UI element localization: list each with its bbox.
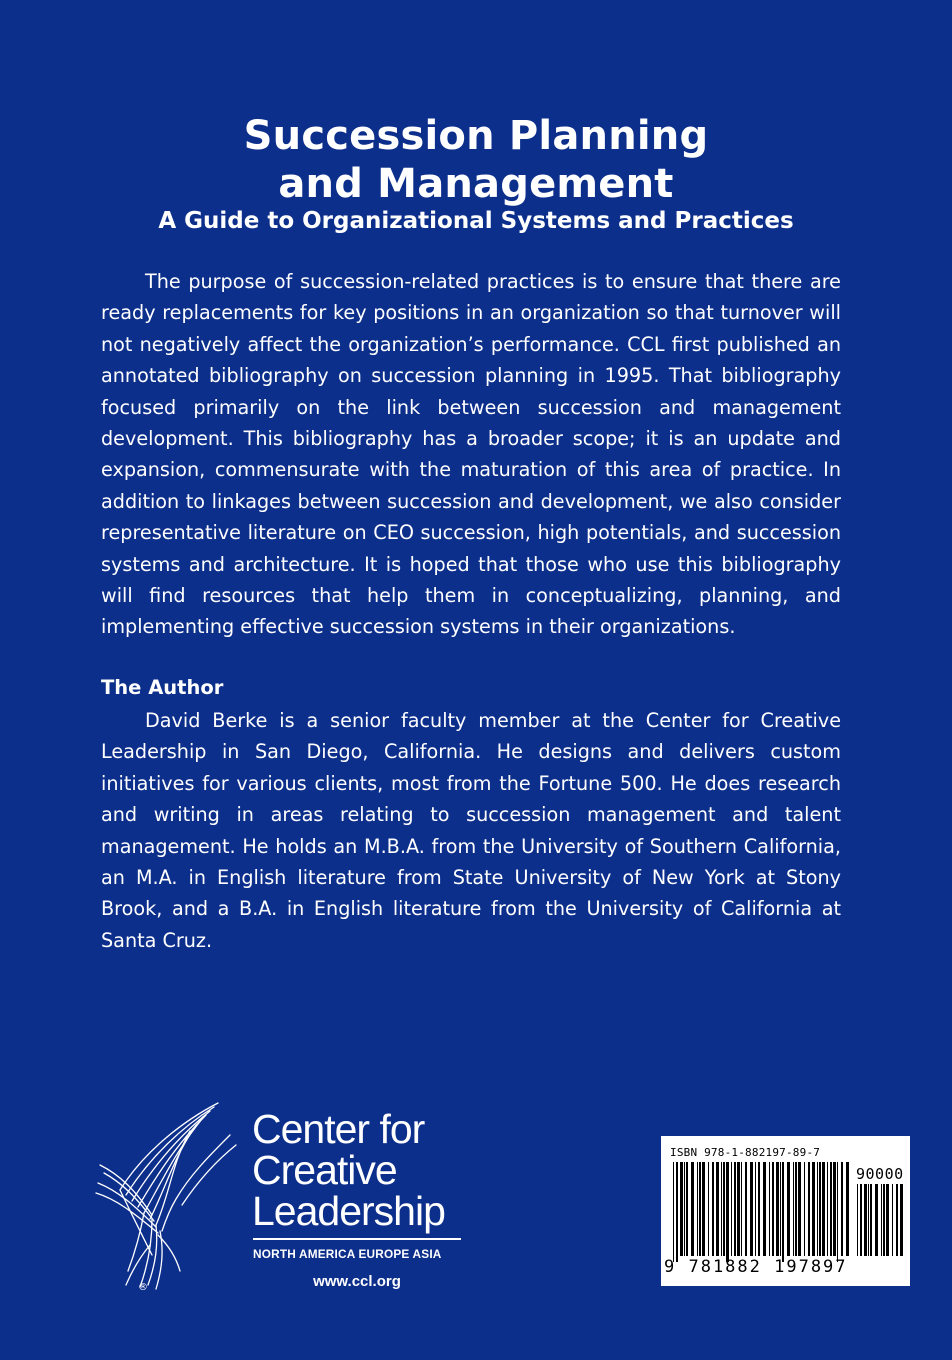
barcode-bar [699,1162,701,1256]
barcode-bar [716,1162,719,1256]
barcode-bar [697,1162,698,1256]
price-code: 90000 [856,1165,904,1183]
barcode-bar [708,1162,709,1256]
barcode-bar [676,1162,678,1262]
barcode-bar [846,1162,849,1256]
barcode-bar [723,1162,725,1256]
isbn-number: ISBN 978-1-882197-89-7 [670,1146,821,1159]
barcode-bar [830,1162,832,1256]
barcode-bar [763,1162,766,1256]
author-heading: The Author [101,676,224,699]
publisher-name-line-3: Leadership [252,1188,445,1234]
publisher-logo [90,1095,480,1305]
barcode-bar [841,1162,843,1256]
barcode-bar [673,1162,674,1262]
barcode-bar [680,1162,683,1256]
publisher-name-line-1: Center for [252,1106,425,1152]
swift-bird-icon [90,1095,240,1295]
publisher-website: www.ccl.org [313,1273,401,1290]
book-title [0,112,952,208]
barcode-bar [755,1162,756,1256]
regions-divider [253,1238,461,1240]
barcode-bar [769,1162,770,1256]
barcode-bar [837,1162,838,1262]
title-line-2: and Management [278,161,674,207]
barcode-bar [721,1162,722,1256]
barcode-bar [734,1162,736,1256]
barcode-bar [817,1162,818,1256]
barcode-bar [860,1184,862,1256]
barcode-bar [776,1162,779,1256]
barcode-bar [726,1162,729,1262]
barcode-bar [808,1162,810,1256]
publisher-regions: NORTH AMERICA EUROPE ASIA [253,1247,442,1261]
author-bio: David Berke is a senior faculty member at the Center for Creative Leadership in San Diego, California. He designs and delivers custom initiatives for various clients, most from the Fortune 500. He does research and writing in areas relating to succession management and talent management. He holds an M.B.A. from the University of Southern California, an M.A. in English literature from State University of New York at Stony Brook, and a B.A. in English literature from the University of California at Santa Cruz. [101,709,841,952]
isbn-barcode [661,1136,910,1286]
barcode-bar [864,1184,867,1256]
barcode-bar [793,1162,794,1256]
barcode-bar [857,1184,858,1256]
registered-mark: ® [138,1282,148,1293]
barcode-bar [883,1184,885,1256]
book-description: The purpose of succession-related practices is to ensure that there are ready replacements for key positions in an organization so that turnover will not negatively affect the organization’s performance. CCL first published an annotated bibliography on succession planning in 1995. That bibliography focused primarily on the link between succession and management development. This bibliography has a broader scope; it is an update and expansion, commensurate with the maturation of this area of practice. In addition to linkages between succession and development, we also consider representative literature on CEO succession, high potentials, and succession systems and architecture. It is hoped that those who use this bibliography will find resources that help them in conceptualizing, planning, and implementing effective succession systems in their organizations. [101,270,841,639]
barcode-bar [795,1162,797,1256]
barcode-bar [686,1162,688,1256]
barcode-bar [772,1162,774,1256]
barcode-bar [787,1162,790,1256]
barcode-bar [833,1162,836,1256]
barcode-bar [881,1184,882,1256]
barcode-bar [892,1184,893,1256]
barcode-bar [691,1162,694,1256]
barcode-bar [758,1162,760,1256]
barcode-bar [702,1162,705,1256]
barcode-bar [868,1184,869,1256]
barcode-bar [875,1184,878,1256]
barcode-bar [731,1162,732,1256]
barcode-bar [780,1162,781,1256]
barcode-bar [896,1184,898,1256]
barcode-bar [804,1162,805,1256]
barcode-bar [819,1162,821,1256]
barcode-bar [712,1162,714,1256]
barcode-bar [870,1184,872,1256]
barcode-bar [812,1162,815,1256]
barcode-bar [798,1162,801,1256]
barcode-bar [782,1162,784,1262]
barcode-bar [900,1184,903,1256]
publisher-name [252,1106,445,1234]
barcode-bar [684,1162,685,1256]
ean-digits: 9 781882 197897 [664,1257,848,1277]
book-subtitle: A Guide to Organizational Systems and Practices [158,208,794,234]
barcode-bar [827,1162,828,1256]
title-line-1: Succession Planning [243,113,709,159]
barcode-bar [737,1162,740,1256]
barcode-bar [886,1184,889,1256]
publisher-name-line-2: Creative [252,1147,397,1193]
barcode-bar [745,1162,747,1256]
barcode-bar [822,1162,825,1256]
barcode-bar [750,1162,753,1256]
barcode-bar [741,1162,742,1256]
